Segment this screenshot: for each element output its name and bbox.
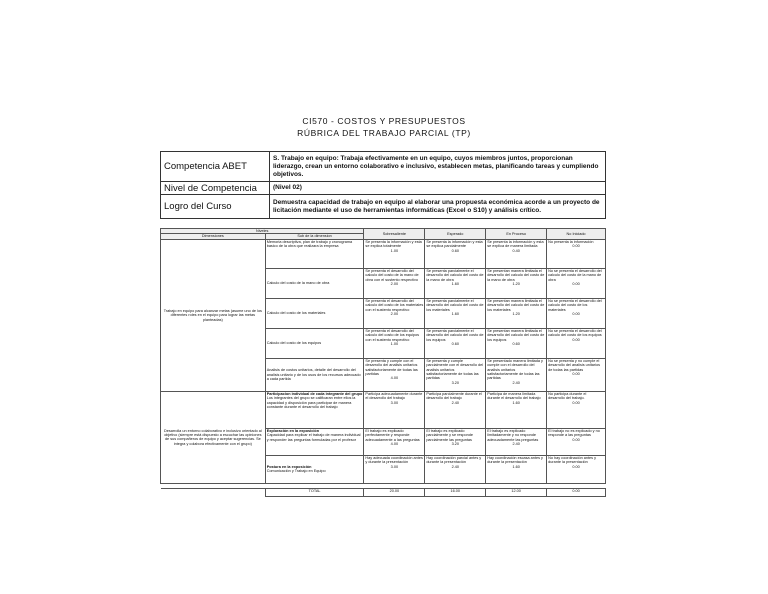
level-header-no-iniciado: No Iniciado — [547, 229, 606, 240]
points-value: 1.00 — [390, 342, 399, 347]
points-value: 0.60 — [451, 342, 459, 347]
points-value: 0.00 — [572, 400, 580, 405]
dimension-entorno-colaborativo: Desarrolla un entorno colaborativo e inclusivo orientado al objetivo (siempre está dispuesto a escuchar las opiniones de sus compañeros de equipo y aceptar sugerencias. Se integra y colabora efectivamente con el grupo) — [161, 391, 266, 483]
points-value: 1.60 — [512, 464, 520, 469]
level-header-esperado: Esperado — [425, 229, 486, 240]
criterion-cell: No se presenta el desarrollo del calculo del costo de los equipos — [548, 328, 602, 338]
criterion-cell: Se presenta parcialmente el desarrollo del calculo del costo de los materiales — [426, 298, 484, 312]
total-sobresaliente: 20.00 — [364, 488, 425, 496]
criterion-cell: El trabajo no es explicado y no responde a las preguntas — [548, 428, 600, 438]
criterion-cell: Se presentado manera limitada y cumple con el desarrollo del analisis unitarios satisfactoriamente de todas las partidas — [487, 358, 543, 381]
points-value: 4.00 — [390, 442, 399, 447]
criterion-cell: Se presenta el desarrollo del calculo del costo de los materiales con el sustento respectivo — [365, 298, 424, 312]
subdimension-cell: Comunicación y Trabajo en Equipo — [266, 469, 326, 474]
criterion-cell: Se presenta y cumple con el desarrollo del analisis unitarios satisfactoriamente de todas las partidas — [365, 358, 418, 377]
subdimension-cell: Calculo del costo de la mano de obra — [265, 268, 364, 298]
points-value: 0.60 — [512, 342, 520, 347]
competency-table — [160, 151, 606, 219]
points-value: 1.60 — [512, 400, 520, 405]
points-value: 3.20 — [451, 380, 459, 385]
points-value: 0.00 — [572, 437, 580, 442]
criterion-cell: No se presenta el desarrollo del calculo del costo de los materiales — [548, 298, 602, 312]
points-value: 1.60 — [451, 312, 459, 317]
points-value: 2.40 — [451, 400, 459, 405]
dimensiones-header: Dimensiones — [161, 234, 266, 239]
criterion-cell: Hay coordinación escasa antes y durante la presentación — [487, 455, 543, 465]
points-value: 0.00 — [572, 244, 580, 249]
points-value: 0.00 — [572, 337, 580, 342]
points-value: 2.40 — [451, 464, 459, 469]
criterion-cell: Se presentan manera limitada el desarrollo del calculo del costo de los equipos — [487, 328, 545, 342]
subdimension-header: Sub de la dimension — [265, 234, 364, 239]
competencia-value: S. Trabajo en equipo: Trabaja efectivamente en un equipo, cuyos miembros juntos, proporcionan liderazgo, crean un entorno colaborativo e inclusivo, establecen metas, planificando tareas y cumpliendo objetivos. — [270, 152, 606, 182]
criterion-cell: El trabajo es explicado perfectamente y responde adecuadamente a las preguntas — [365, 428, 420, 442]
rubric-table — [160, 228, 606, 497]
points-value: 2.00 — [390, 312, 399, 317]
points-value: 0.00 — [572, 312, 580, 317]
total-en-proceso: 12.00 — [486, 488, 547, 496]
points-value: 1.20 — [512, 312, 520, 317]
subdimension-cell: Analisis de costos unitarios, detalle del desarrollo del analisis unitario y de los usos de los recursos adecuado a cada partida — [265, 358, 364, 391]
subdimension-title: Postura en la exposición — [266, 464, 312, 469]
criterion-cell: Se presenta el desarrollo del calculo del costo de los equipos con el sustento respectivo — [365, 328, 420, 342]
points-value: 3.20 — [451, 442, 459, 447]
criterion-cell: No se presenta el desarrollo del calculo del costo de la mano de obra — [548, 268, 602, 282]
criterion-cell: Participa parcialmente durante el desarrollo del trabajo — [426, 391, 482, 401]
subdimension-cell: Capacidad para explicar el trabajo de manera individual y responder las preguntas formuladas por el profesor — [266, 433, 361, 442]
points-value: 4.00 — [390, 376, 399, 381]
criterion-cell: El trabajo es explicado limitadamente y no responde adecuadamente las preguntas — [487, 428, 539, 442]
total-label: TOTAL — [265, 488, 364, 496]
criterion-cell: El trabajo es explicado parcialmente y se responde parcialmente las preguntas — [426, 428, 473, 442]
criterion-cell: Participa adecuadamente durante el desarrollo del trabajo — [365, 391, 423, 401]
logro-label: Logro del Curso — [161, 195, 270, 219]
document-subtitle: RÚBRICA DEL TRABAJO PARCIAL (TP) — [297, 128, 471, 138]
points-value: 0.00 — [572, 464, 580, 469]
dimension-trabajo-en-equipo: Trabajo en equipo para alcanzar metas (asume uno de los diferentes roles en el equipo para lograr las metas planteadas) — [161, 239, 266, 391]
level-header-sobresaliente: Sobresaliente — [364, 229, 425, 240]
table-row — [161, 391, 606, 428]
points-value: 0.40 — [512, 248, 520, 253]
criterion-cell: Se presenta la información y esta se explica parcialmente — [426, 239, 483, 249]
criterion-cell: Se presenta y cumple parcialmente con el desarrollo del analisis unitarios satisfactoriamente de todas las partidas — [426, 358, 484, 381]
subdimension-title: Participacion individual de cada integrante del grupo — [266, 391, 363, 396]
criterion-cell: Se presentan manera limitada el desarrollo del calculo del costo de la mano de obra — [487, 268, 545, 282]
subdimension-cell: Calculo del costo de los materiales — [265, 298, 364, 328]
total-no-iniciado: 0.00 — [547, 488, 606, 496]
criterion-cell: No presenta la información — [548, 239, 594, 244]
criterion-cell: Hay adecuada coordinación antes y durante la presentación — [365, 455, 423, 465]
criterion-cell: No se presenta y no cumple el desarrollo del analisis unitarios de todas las partidas — [548, 358, 601, 372]
criterion-cell: Se presenta parcialmente el desarrollo del calculo del costo de los equipos — [426, 328, 484, 342]
subdimension-cell: Calculo del costo de los equipos — [265, 328, 364, 358]
document-title: CI570 - COSTOS Y PRESUPUESTOS — [302, 116, 466, 126]
criterion-cell: Se presenta el desarrollo del calculo del costo de la mano de obra con el sustento respectivo — [365, 268, 419, 282]
nivel-value: (Nivel 02) — [270, 182, 606, 195]
subdimension-cell: Memoria descriptiva, plan de trabajo y cronograma basico de la obra que realizara la empresa — [265, 239, 364, 268]
points-value: 1.00 — [390, 248, 399, 253]
criterion-cell: Se presenta parcialmente el desarrollo del calculo del costo de la mano de obra — [426, 268, 484, 282]
criterion-cell: Se presenta la información y esta se explica de manera limitada — [487, 239, 544, 249]
criterion-cell: Participa de manera limitada durante el desarrollo del trabajo — [487, 391, 541, 401]
points-value: 3.00 — [390, 464, 399, 469]
criterion-cell: Se presenta la información y esta se explica totalmente — [365, 239, 422, 249]
points-value: 3.00 — [390, 400, 399, 405]
points-value: 0.00 — [572, 282, 580, 287]
points-value: 0.00 — [572, 372, 580, 377]
subdimension-title: Exploración en la exposición — [266, 428, 320, 433]
criterion-cell: Se presentan manera limitada el desarrollo del calculo del costo de los materiales — [487, 298, 545, 312]
points-value: 0.60 — [451, 248, 459, 253]
points-value: 1.60 — [451, 282, 459, 287]
points-value: 2.40 — [512, 442, 520, 447]
table-row — [161, 239, 606, 268]
subdimension-cell: Los integrantes del grupo se calificaran entre ellos la capacidad y disposición para participar de manera constante durante el desarrollo del trabajo — [266, 396, 356, 410]
points-value: 2.40 — [512, 380, 520, 385]
niveles-header: Niveles — [161, 229, 364, 234]
level-header-en-proceso: En Proceso — [486, 229, 547, 240]
points-value: 1.20 — [512, 282, 520, 287]
criterion-cell: No hay coordinación antes y durante la presentación — [548, 455, 597, 465]
nivel-label: Nivel de Competencia — [161, 182, 270, 195]
criterion-cell: No participa durante el desarrollo del trabajo. — [548, 391, 587, 401]
competencia-label: Competencia ABET — [161, 152, 270, 182]
points-value: 2.00 — [390, 282, 399, 287]
total-esperado: 16.00 — [425, 488, 486, 496]
total-row — [161, 488, 606, 496]
logro-value: Demuestra capacidad de trabajo en equipo al elaborar una propuesta económica acorde a un proyecto de licitación mediante el uso de herramientas informáticas (Excel o S10) y análisis crítico. — [270, 195, 606, 219]
criterion-cell: Hay coordinación parcial antes y durante la presentación — [426, 455, 482, 465]
